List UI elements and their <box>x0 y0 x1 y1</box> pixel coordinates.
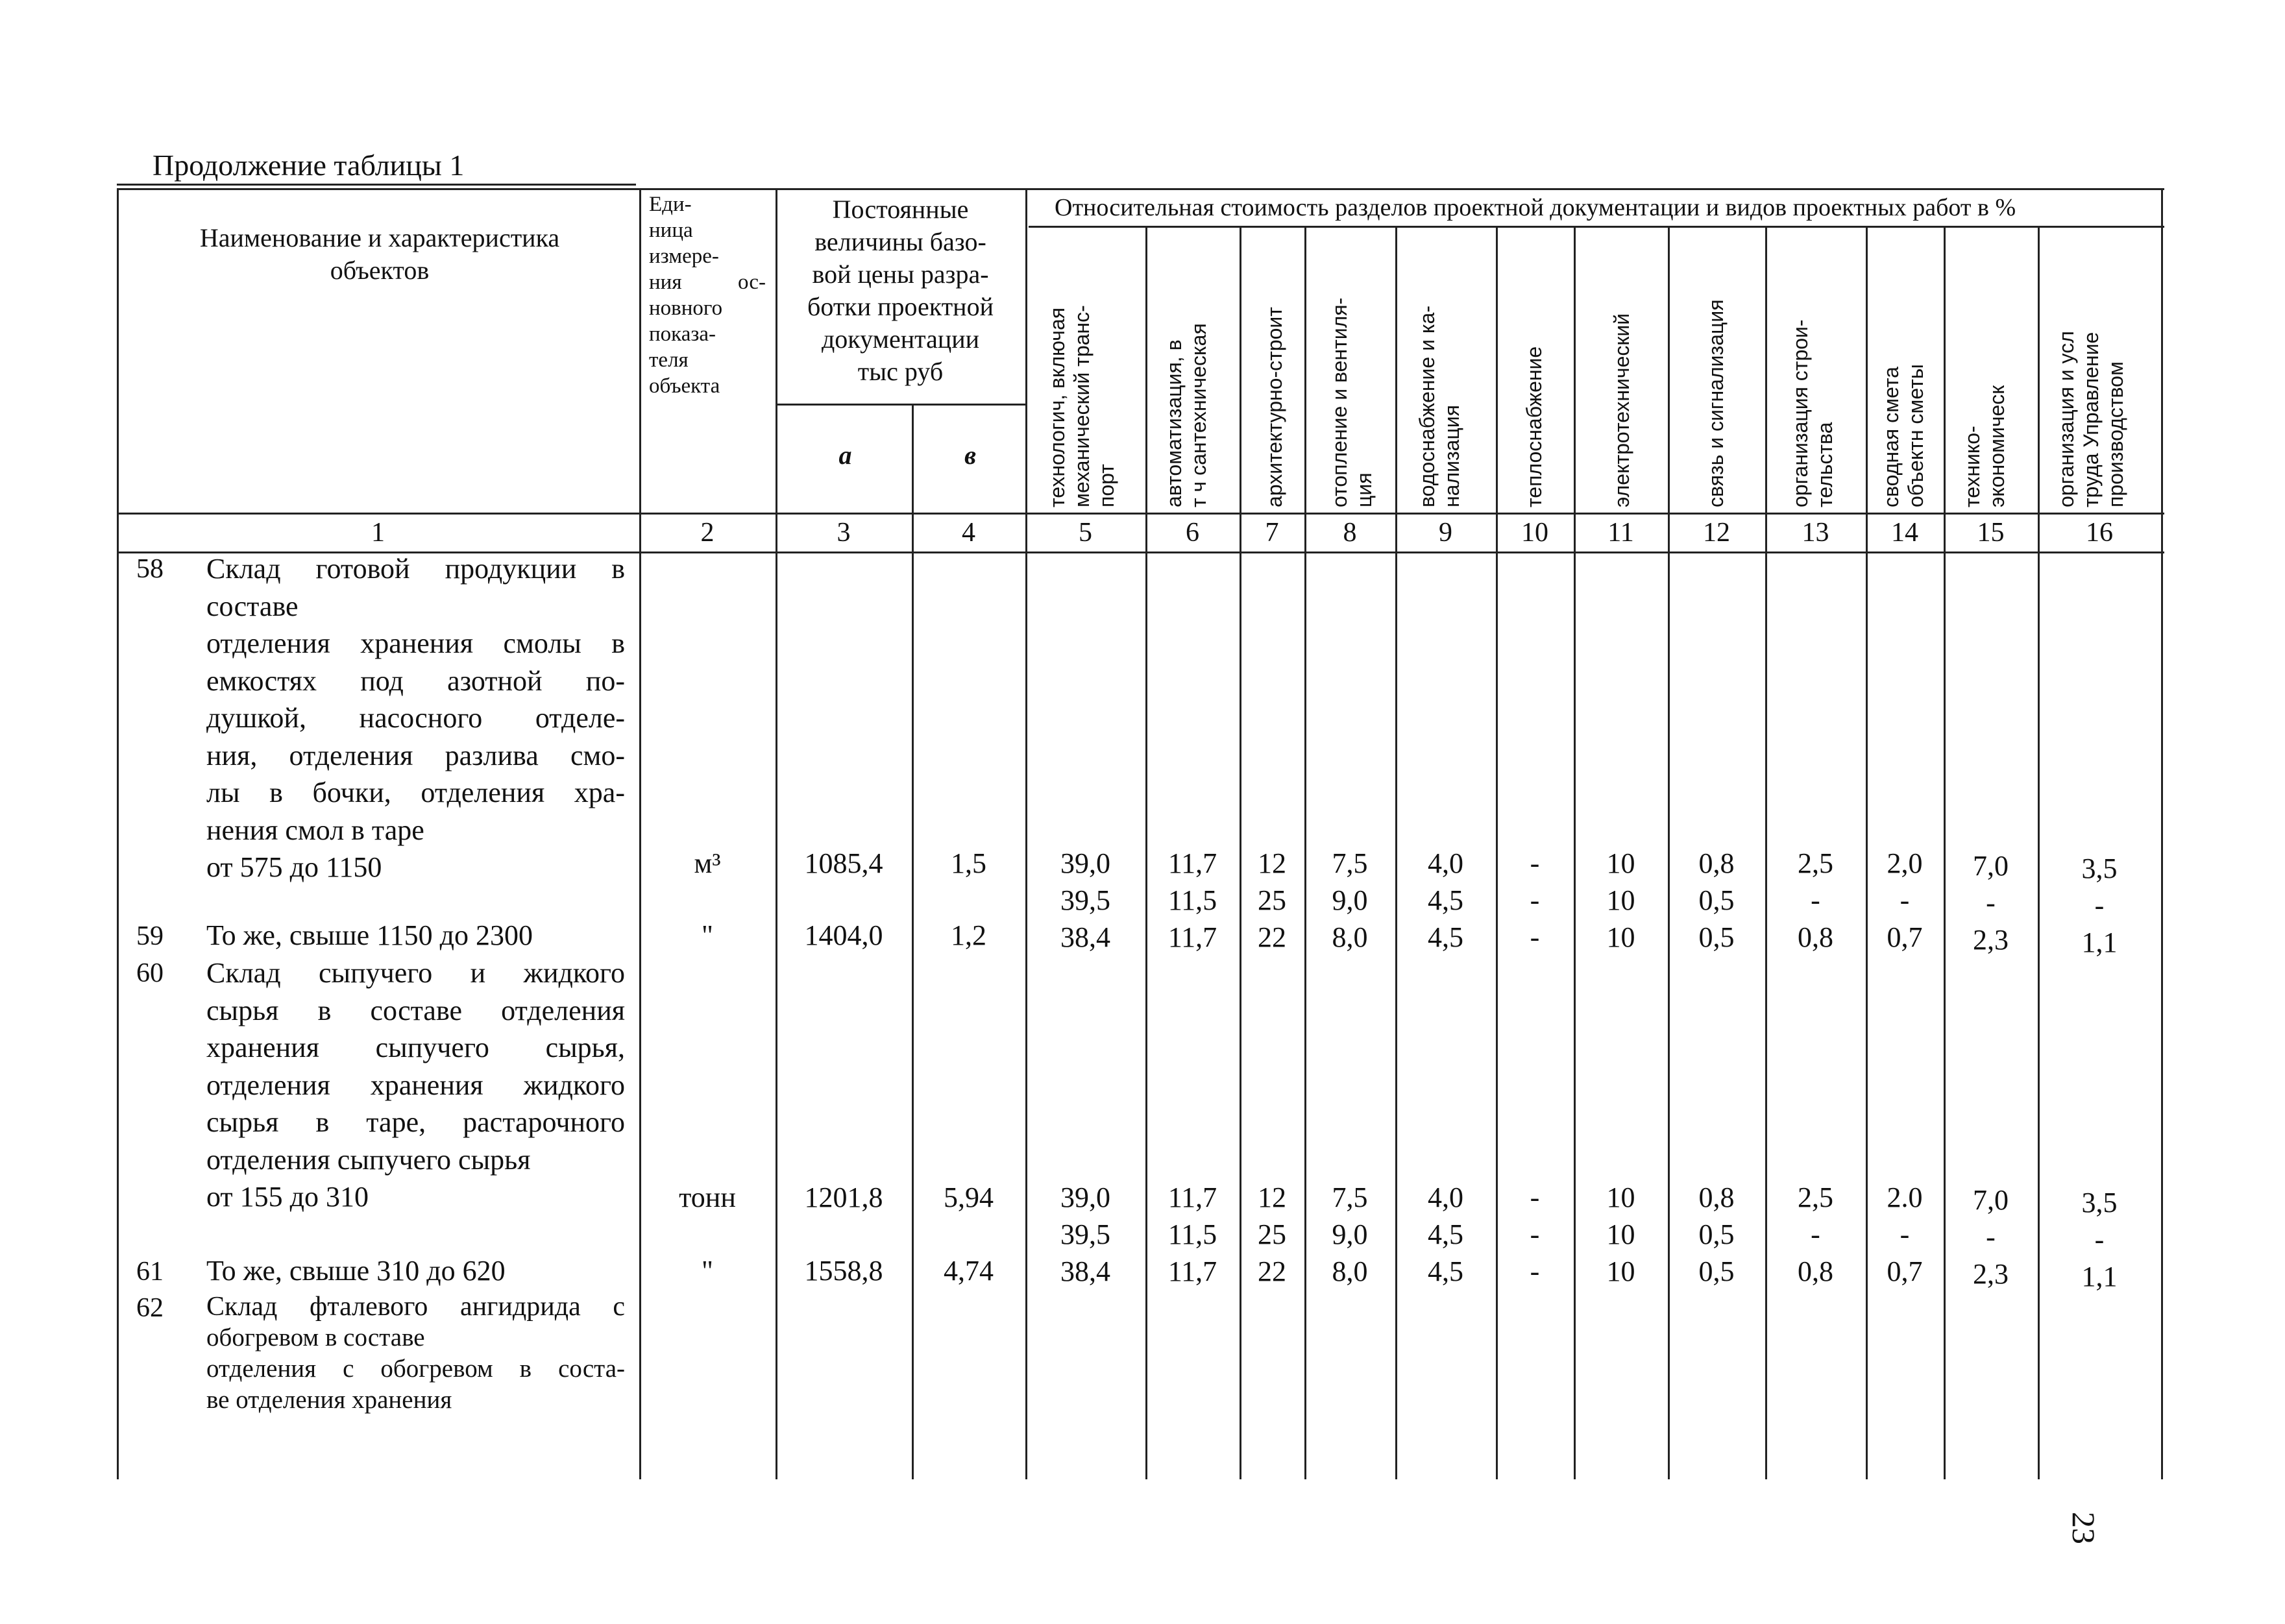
column-number: 16 <box>2086 518 2113 548</box>
column-number: 15 <box>1977 518 2005 548</box>
value-c14: 2.0 - 0,7 <box>1887 1182 1923 1287</box>
header-col-b: в <box>964 441 976 470</box>
column-number: 12 <box>1703 518 1730 548</box>
value-c12: 0,8 0,5 0,5 <box>1698 1182 1735 1287</box>
column-number: 11 <box>1607 518 1634 548</box>
value-c8: 7,5 9,0 8,0 <box>1332 1182 1368 1287</box>
column-number: 9 <box>1439 518 1452 548</box>
header-relative-cost: Относительная стоимость разделов проектной документации и видов проектных работ в % <box>1055 194 2016 221</box>
unit-cell: м³ <box>694 847 721 879</box>
column-number: 10 <box>1521 518 1548 548</box>
section-header-6: автоматизация, в т ч сантехническая <box>1162 323 1210 507</box>
column-number: 6 <box>1186 518 1199 548</box>
section-header-5: технологич, включая механический транс- порт <box>1045 305 1118 507</box>
column-number: 1 <box>371 518 385 548</box>
value-c11: 10 10 10 <box>1606 1182 1635 1287</box>
value-c10: - - - <box>1530 1182 1540 1287</box>
section-header-7: архитектурно-строит <box>1263 307 1286 507</box>
value-c14: 2,0 - 0,7 <box>1887 847 1923 953</box>
section-header-11: электротехнический <box>1610 313 1633 507</box>
row-number: 58 <box>136 554 164 584</box>
column-number: 2 <box>700 518 715 548</box>
value-c11: 10 10 10 <box>1606 847 1635 953</box>
value-c13: 2,5 - 0,8 <box>1798 1182 1833 1287</box>
header-name: Наименование и характеристика объектов <box>199 223 560 285</box>
row-number: 61 <box>136 1257 164 1287</box>
caption-underline <box>117 184 636 186</box>
value-c16: 3,5 - 1,1 <box>2081 853 2118 958</box>
column-number: 8 <box>1343 518 1357 548</box>
value-a: 1558,8 <box>804 1255 883 1287</box>
value-a: 1201,8 <box>804 1182 883 1213</box>
value-c16: 3,5 - 1,1 <box>2081 1187 2118 1292</box>
value-c10: - - - <box>1530 847 1540 953</box>
value-b: 1,5 <box>951 847 986 879</box>
value-c8: 7,5 9,0 8,0 <box>1332 847 1368 953</box>
row-number: 59 <box>136 921 164 951</box>
section-header-8: отопление и вентиля- ция <box>1328 297 1376 507</box>
value-c9: 4,0 4,5 4,5 <box>1428 1182 1463 1287</box>
value-b: 5,94 <box>944 1182 994 1213</box>
row-description: Склад сыпучего и жидкого сырья в составе отделения хранения сыпучего сырья, отделения хранения жидкого сырья в таре, растарочного отделения сыпучего сырья от 155 до 310 <box>206 957 625 1213</box>
section-header-9: водоснабжение и ка- нализация <box>1415 306 1463 507</box>
row-number: 60 <box>136 958 164 988</box>
value-c12: 0,8 0,5 0,5 <box>1698 847 1735 953</box>
value-c9: 4,0 4,5 4,5 <box>1428 847 1463 953</box>
section-header-12: связь и сигнализация <box>1704 299 1728 507</box>
row-description: То же, свыше 310 до 620 <box>206 1255 506 1287</box>
value-a: 1085,4 <box>804 847 883 879</box>
section-header-13: организация строи- тельства <box>1789 319 1837 507</box>
section-header-14: сводная смета объектн сметы <box>1879 364 1927 507</box>
value-c7: 12 25 22 <box>1258 847 1286 953</box>
row-description: Склад готовой продукции в составе отделения хранения смолы в емкостях под азотной по- душкой, насосного отделе- ния, отделения разлива смо- лы в бочки, отделения хра- нения смол в таре от 575 до 1150 <box>206 553 625 883</box>
value-c5: 39,0 39,5 38,4 <box>1060 847 1110 953</box>
section-header-16: организация и усл труда Управление производством <box>2055 331 2127 507</box>
page-number: 23 <box>2066 1512 2102 1544</box>
row-description: То же, свыше 1150 до 2300 <box>206 919 533 951</box>
column-number: 13 <box>1802 518 1829 548</box>
value-a: 1404,0 <box>804 919 883 951</box>
header-base-price: Постоянные величины базо- вой цены разра- ботки проектной документации тыс руб <box>807 195 994 386</box>
section-header-10: теплоснабжение <box>1522 346 1546 507</box>
row-number: 62 <box>136 1293 164 1323</box>
value-c15: 7,0 - 2,3 <box>1973 850 2009 956</box>
column-number: 14 <box>1891 518 1918 548</box>
value-c5: 39,0 39,5 38,4 <box>1060 1182 1110 1287</box>
value-c6: 11,7 11,5 11,7 <box>1167 847 1217 953</box>
unit-cell: тонн <box>679 1182 736 1213</box>
value-c15: 7,0 - 2,3 <box>1973 1184 2009 1290</box>
header-unit: Еди- ница измере- ния ос- новного показа- теля объекта <box>649 193 766 398</box>
column-number: 4 <box>962 518 975 548</box>
value-b: 4,74 <box>944 1255 994 1287</box>
column-number: 5 <box>1079 518 1092 548</box>
value-c7: 12 25 22 <box>1258 1182 1286 1287</box>
value-c13: 2,5 - 0,8 <box>1798 847 1833 953</box>
column-number: 7 <box>1265 518 1279 548</box>
unit-cell: " <box>702 919 713 951</box>
value-b: 1,2 <box>951 919 986 951</box>
row-description: Склад фталевого ангидрида с обогревом в составе отделения с обогревом в соста- ве отделения хранения <box>206 1292 625 1414</box>
header-col-a: а <box>838 441 852 470</box>
table-caption: Продолжение таблицы 1 <box>153 149 465 182</box>
unit-cell: " <box>702 1255 713 1287</box>
section-header-15: технико- экономическ <box>1961 385 2009 507</box>
column-number: 3 <box>837 518 851 548</box>
value-c6: 11,7 11,5 11,7 <box>1167 1182 1217 1287</box>
